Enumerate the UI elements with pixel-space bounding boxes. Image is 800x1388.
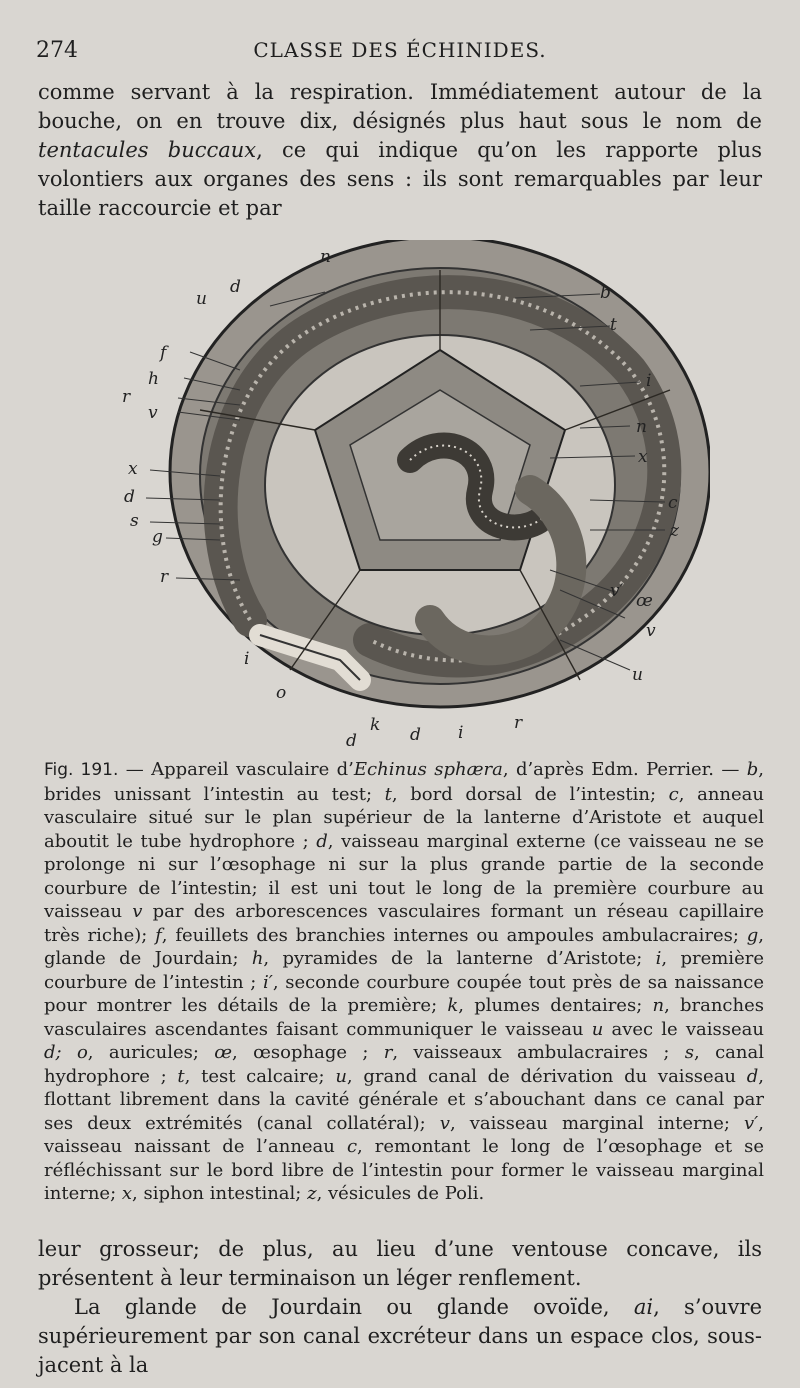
caption-key: œ (214, 1042, 233, 1063)
caption-text: , œsophage ; (232, 1042, 384, 1063)
label-r-low: r (160, 567, 169, 587)
caption-key: v (439, 1112, 450, 1134)
caption-key: h (251, 948, 264, 969)
caption-text: , glande de Jourdain; (44, 924, 765, 969)
caption-key: n (652, 995, 665, 1016)
label-i-right: i (646, 371, 652, 391)
page-header (36, 38, 764, 66)
caption-key: b (746, 759, 759, 780)
caption-key: u (591, 1018, 604, 1040)
caption-key: r (383, 1042, 393, 1063)
label-x-right: x (638, 447, 648, 467)
caption-key: c (346, 1136, 358, 1157)
label-r-left: r (122, 387, 131, 407)
caption-text: avec le vaisseau (603, 1018, 764, 1040)
caption-species: Echinus sphæra (353, 759, 503, 780)
paragraph-continuation: leur grosseur; de plus, au lieu d’une ventouse concave, ils présentent à leur terminaison un léger renflement. (38, 1237, 762, 1290)
caption-text: , vaisseau marginal interne; (449, 1112, 744, 1134)
caption-text: , vaisseau naissant de l’anneau (44, 1112, 764, 1157)
echinus-vascular-drawing (110, 240, 710, 760)
label-r-bottom: r (514, 713, 523, 733)
caption-text: , vaisseau marginal externe (ce vaisseau ne se prolonge ni sur l’œsophage ni sur la plus grande partie de la seconde courbure de l’intestin; il est uni tout le long de la première courbure au vaisseau (44, 830, 764, 922)
caption-text: , vaisseaux ambulacraires ; (392, 1042, 685, 1063)
paragraph-emphasis: ai (633, 1295, 654, 1319)
caption-text: , d’après Edm. Perrier. — (502, 759, 747, 780)
caption-text: , flottant librement dans la cavité générale et s’abouchant dans ce canal par ses deux extrémités (canal collatéral); (44, 1065, 764, 1134)
label-g: g (152, 527, 163, 547)
intro-text-1: comme servant à la respiration. Immédiatement autour de la bouche, on en trouve dix, désignés plus haut sous le nom de (38, 80, 762, 133)
label-n-top: n (320, 247, 331, 267)
caption-text: , bord dorsal de l’intestin; (391, 783, 669, 805)
label-u-low: u (632, 665, 643, 685)
running-title: CLASSE DES ÉCHINIDES. (253, 38, 547, 62)
intro-paragraph (38, 78, 762, 223)
caption-text: , vésicules de Poli. (316, 1183, 485, 1204)
label-i-bottom: i (458, 723, 464, 743)
label-d-bottom: d (346, 731, 357, 751)
label-d-left: d (124, 487, 135, 507)
label-i-low: i (244, 649, 250, 669)
caption-key: v (132, 901, 143, 922)
label-u-top: u (196, 289, 207, 309)
caption-text: — Appareil vasculaire d’ (118, 759, 354, 780)
caption-key: t (177, 1065, 185, 1087)
caption-key: z (307, 1183, 317, 1204)
label-oe: œ (636, 591, 653, 611)
caption-text: par des arborescences vasculaires formant un réseau capillaire très riche); (44, 901, 764, 946)
caption-text: , pyramides de la lanterne d’Aristote; (263, 948, 656, 969)
caption-key: d (746, 1065, 759, 1087)
intro-emphasis: tentacules buccaux (38, 138, 257, 162)
label-c: c (668, 493, 678, 513)
caption-text: , grand canal de dérivation du vaisseau (346, 1065, 747, 1087)
caption-text: , feuillets des branchies internes ou ampoules ambulacraires; (161, 924, 747, 946)
caption-text: , siphon intestinal; (132, 1183, 308, 1204)
caption-key: g (746, 924, 759, 946)
paragraph-text: La glande de Jourdain ou glande ovoïde, (74, 1295, 634, 1319)
caption-text: , première courbure de l’intestin ; (44, 948, 764, 993)
caption-key: x (121, 1183, 133, 1204)
label-x-left: x (128, 459, 138, 479)
caption-key: c (668, 783, 679, 805)
figure-191-illustration (110, 240, 710, 760)
caption-key: k (447, 995, 459, 1016)
page-number: 274 (36, 38, 78, 63)
paragraph-text: , s’ouvre supérieurement par son canal excréteur dans un espace clos, sous-jacent à la (38, 1295, 762, 1377)
label-b: b (600, 283, 611, 303)
label-f: f (160, 343, 167, 363)
label-d-top: d (230, 277, 241, 297)
label-v-right: v (646, 621, 656, 641)
caption-text: , remontant le long de l’œsophage et se réfléchissant sur le bord libre de l’intestin pour former le vaisseau marginal interne; (44, 1136, 765, 1204)
caption-key: i (655, 948, 662, 969)
caption-key: s (684, 1042, 695, 1063)
label-o: o (276, 683, 287, 703)
label-s: s (130, 511, 139, 531)
caption-key: f (155, 924, 162, 946)
caption-text: , test calcaire; (184, 1065, 336, 1087)
label-n-right: n (636, 417, 647, 437)
caption-text: , seconde courbure coupée tout près de sa naissance pour montrer les détails de la première; (44, 971, 764, 1016)
continuation-text (38, 1235, 762, 1380)
label-z: z (670, 521, 679, 541)
label-t-right: t (610, 315, 617, 335)
caption-text: , canal hydrophore ; (44, 1042, 764, 1087)
intro-text-2: , ce qui indique qu’on les rapporte plus volontiers aux organes des sens : ils sont remarquables par leur taille raccourcie et par (38, 138, 762, 220)
caption-key: o (76, 1042, 88, 1063)
caption-fig-label: Fig. 191. (44, 760, 119, 780)
caption-text: , plumes dentaires; (458, 995, 653, 1016)
caption-key: u (335, 1065, 347, 1087)
label-d-bottom-2: d (410, 725, 421, 745)
label-h: h (148, 369, 159, 389)
caption-key: d (316, 830, 328, 852)
label-v-prime: v′ (610, 581, 624, 601)
caption-text: , brides unissant l’intestin au test; (44, 759, 764, 805)
caption-text: , auricules; (87, 1042, 215, 1063)
caption-key: t (384, 783, 392, 805)
caption-text: , branches vasculaires ascendantes faisant communiquer le vaisseau (44, 995, 764, 1040)
label-k: k (370, 715, 381, 735)
caption-key: v′ (744, 1112, 759, 1134)
figure-caption (44, 758, 764, 1206)
label-v-left: v (148, 403, 158, 423)
caption-text (62, 1042, 77, 1063)
paragraph-jourdain-gland (38, 1293, 762, 1380)
caption-key: i′ (262, 971, 273, 993)
caption-text: , anneau vasculaire situé sur le plan supérieur de la lanterne d’Aristote et auquel aboutit le tube hydrophore ; (44, 783, 765, 852)
caption-key: d; (44, 1042, 62, 1063)
